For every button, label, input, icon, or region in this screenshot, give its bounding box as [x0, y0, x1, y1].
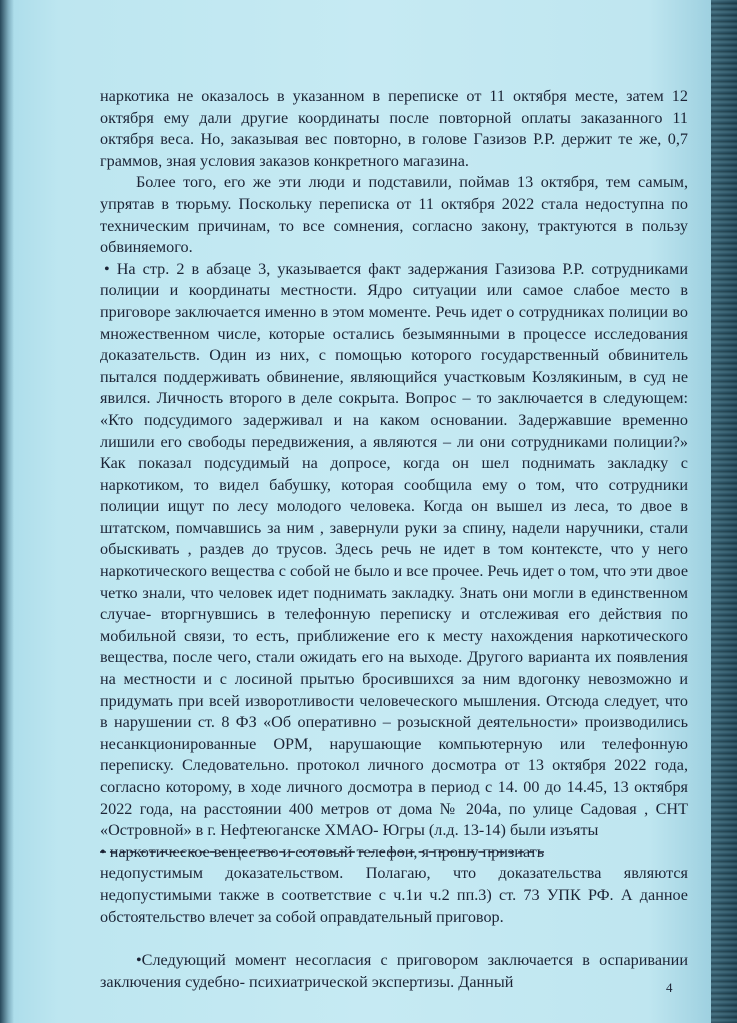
page-right-edge — [711, 0, 737, 1023]
paragraph-2: Более того, его же эти люди и подставили, поймав 13 октября, тем самым, упрятав в тюрьму. Поскольку переписка от 11 октября 2022 стала недоступна по техническим причинам, то все сомнения, согласно закону, трактуются в пользу обвиняемого. — [100, 173, 688, 257]
paragraph-3: • На стр. 2 в абзаце 3, указывается факт задержания Газизова Р.Р. сотрудниками полиции и координаты местности. Ядро ситуации или самое слабое место в приговоре заключается именно в этом моменте. Речь идет о сотрудниках полиции во множественном числе, которые остались безымянными в процессе исследования доказательств. Один из них, с помощью которого государственный обвинитель пытался поддерживать обвинение, являющийся участковым Козлякиным, в суд не явился. Личность второго в деле сокрыта. Вопрос – то заключается в следующем: «Кто подсудимого задерживал и на каком основании. Задержавшие временно лишили его свободы передвижения, а являются – ли они сотрудниками полиции?» Как показал подсудимый на допросе, когда он шел поднимать закладку с наркотиком, то видел бабушку, которая сообщила ему о том, что сотрудники полиции ищут по лесу молодого человека. Когда он вышел из леса, то двое в штатском, помчавшись за ним , завернули руки за спину, надели наручники, стали обыскивать , раздев до трусов. Здесь речь не идет в том контексте, что у него наркотического вещества с собой не было и все прочее. Речь идет о том, что эти двое четко знали, что человек идет поднимать закладку. Знать они могли в единственном случае- вторгнувшись в телефонную переписку и отслеживая его действия по мобильной связи, то есть, приближение его к месту нахождения наркотического вещества, после чего, стали ожидать его на выходе. Другого варианта их появления на местности и с лосиной прытью бросившихся за ним вдогонку невозможно и придумать при всей изворотливости человеческого мышления. Отсюда следует, что в нарушении ст. 8 ФЗ «Об оперативно – розыскной деятельности» производились несанкционированные ОРМ, нарушающие компьютерную или телефонную переписку. Следовательно. протокол личного досмотра от 13 октября 2022 года, согласно которому, в ходе личного досмотра в период с 14. 00 до 14.45, 13 октября 2022 года, на расстоянии 400 метров от дома № 204а, по улице Садовая , СНТ «Островной» в г. Нефтеюганске ХМАО- Югры (л.д. 13-14) были изъяты — [100, 259, 689, 840]
paragraph-5: •Следующий момент несогласия с приговором заключается в оспаривании заключения судебно- психиатрической экспертизы. Данный — [100, 951, 688, 991]
paragraph-1: наркотика не оказалось в указанном в переписке от 11 октября месте, затем 12 октября ему дали другие координаты после повторной оплаты заказанного 11 октября веса. Но, заказывая вес повторно, в голове Газизов Р.Р. держит те же, 0,7 граммов, зная условия заказов конкретного магазина. — [100, 87, 688, 170]
page-left-shadow — [0, 0, 14, 1023]
paragraph-4: недопустимым доказательством. Полагаю, что доказательства являются недопустимыми также в соответствие с ч.1и ч.2 пп.3) ст. 73 УПК РФ. А данное обстоятельство влечет за собой оправдательный приговор. — [100, 864, 688, 926]
strikethrough-line: • наркотическое вещество и сотовый телефон, я прошу признать — [100, 842, 545, 861]
document-body — [100, 86, 688, 993]
page-number: 4 — [666, 980, 673, 995]
paragraph-gap — [100, 928, 688, 950]
